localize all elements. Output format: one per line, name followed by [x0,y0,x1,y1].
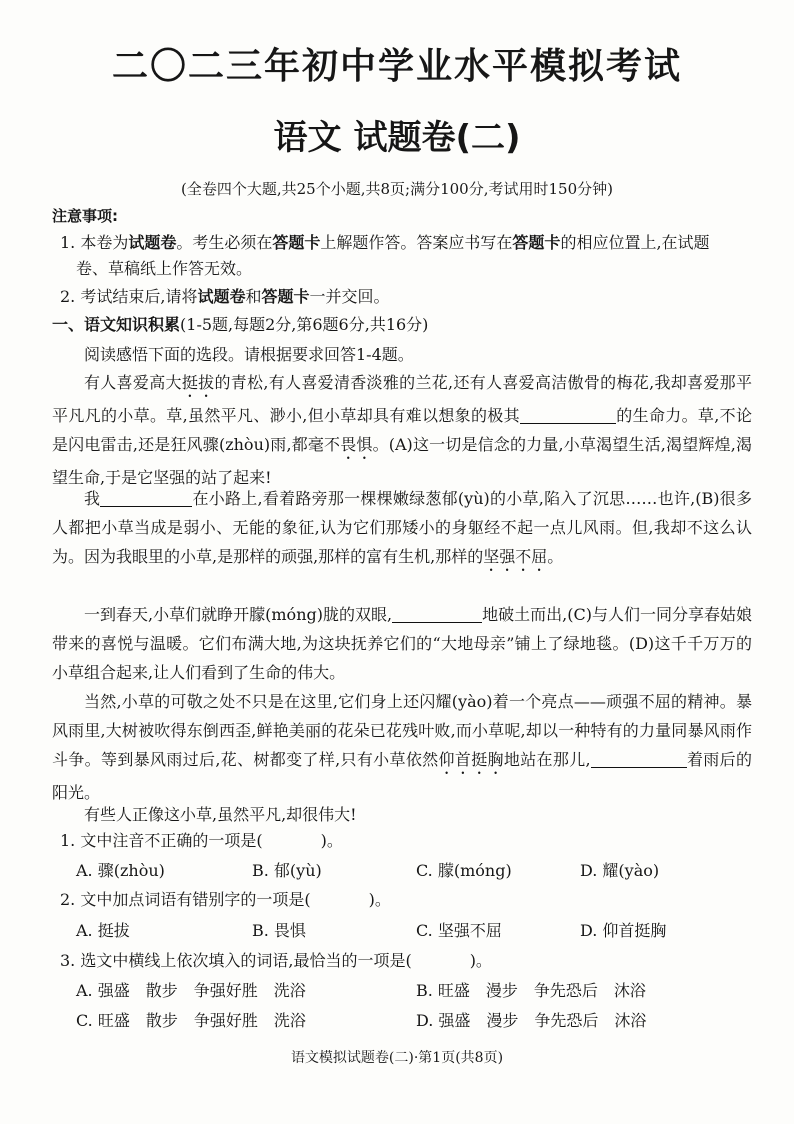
blank-3 [392,606,482,623]
note-1-cont: 卷、草稿纸上作答无效。 [76,259,253,278]
exam-title: 二〇二三年初中学业水平模拟考试 [111,46,682,87]
q3-option-c[interactable]: C. 旺盛 散步 争强好胜 洗浴 [76,1011,306,1030]
q2-option-c[interactable]: C. 坚强不屈 [416,921,502,940]
blank-2 [100,490,192,507]
dotted-word-4: 仰首挺胸 [438,750,504,769]
dotted-word-2: 畏惧 [340,435,373,454]
paper-label: 试题卷(二) [353,118,521,158]
question-2: 2. 文中加点词语有错别字的一项是( )。 [60,890,391,909]
blank-4 [591,751,687,768]
question-3-options-row1 [76,978,756,1002]
dotted-word-1: 挺拔 [181,373,215,392]
q2-option-b[interactable]: B. 畏惧 [252,921,306,940]
q1-option-c[interactable]: C. 朦(móng) [416,861,512,880]
passage-paragraph-1: 有人喜爱高大挺拔的青松,有人喜爱清香淡雅的兰花,还有人喜爱高洁傲骨的梅花,我却喜爱那平平凡凡的小草。草,虽然平凡、渺小,但小草却具有难以想象的极其 的生命力。草,不论是闪电雷击,还是狂风骤(zhòu)雨,都毫不畏惧。(A)这一切是信念的力量,小草渴望生活,渴望辉煌,渴望生命,于是它坚强的站了起来! [52,373,752,487]
passage-paragraph-3: 一到春天,小草们就睁开朦(móng)胧的双眼, 地破土而出,(C)与人们一同分享春姑娘带来的喜悦与温暖。它们布满大地,为这块抚养它们的“大地母亲”铺上了绿地毯。(D)这千千万万的小草组合起来,让人们看到了生命的伟大。 [52,605,752,682]
question-2-options [76,918,756,942]
q1-option-b[interactable]: B. 郁(yù) [252,861,322,880]
question-1: 1. 文中注音不正确的一项是( )。 [60,831,343,850]
passage-paragraph-2: 我 在小路上,看着路旁那一棵棵嫩绿葱郁(yù)的小草,陷入了沉思……也许,(B)很多人都把小草当成是弱小、无能的象征,认为它们那矮小的身躯经不起一点儿风雨。但,我却不这么认为。因为我眼里的小草,是那样的顽强,那样的富有生机,那样的坚强不屈。 [52,489,752,566]
question-3: 3. 选文中横线上依次填入的词语,最恰当的一项是( )。 [60,951,492,970]
paper-title [0,110,794,159]
q2-option-d[interactable]: D. 仰首挺胸 [580,921,667,940]
q1-option-a[interactable]: A. 骤(zhòu) [76,861,165,880]
q3-option-d[interactable]: D. 强盛 漫步 争先恐后 沐浴 [416,1011,647,1030]
passage-paragraph-4: 当然,小草的可敬之处不只是在这里,它们身上还闪耀(yào)着一个亮点——顽强不屈的精神。暴风雨里,大树被吹得东倒西歪,鲜艳美丽的花朵已花残叶败,而小草呢,却以一种特有的力量同暴风雨作斗争。等到暴风雨过后,花、树都变了样,只有小草依然仰首挺胸地站在那儿, 着雨后的阳光。 [52,692,752,802]
question-3-options-row2 [76,1008,756,1032]
q2-option-a[interactable]: A. 挺拔 [76,921,130,940]
section-1-instruction: 阅读感悟下面的选段。请根据要求回答1-4题。 [84,345,414,364]
blank-1 [520,407,616,424]
note-1: 1. 本卷为试题卷。考生必须在答题卡上解题作答。答案应书写在答题卡的相应位置上,在试题 [60,233,710,252]
dotted-word-3: 坚强不屈 [483,547,548,566]
page-footer: 语文模拟试题卷(二)·第1页(共8页) [290,1050,504,1066]
passage-paragraph-5: 有些人正像这小草,虽然平凡,却很伟大! [84,805,357,824]
q3-option-a[interactable]: A. 强盛 散步 争强好胜 洗浴 [76,981,306,1000]
q1-option-d[interactable]: D. 耀(yào) [580,861,660,880]
notes-heading: 注意事项: [52,207,118,225]
subject-label: 语文 [273,118,342,158]
exam-info: (全卷四个大题,共25个小题,共8页;满分100分,考试用时150分钟) [181,180,613,198]
note-2: 2. 考试结束后,请将试题卷和答题卡一并交回。 [60,287,390,306]
section-1-heading: 一、语文知识积累(1-5题,每题2分,第6题6分,共16分) [52,315,429,334]
q3-option-b[interactable]: B. 旺盛 漫步 争先恐后 沐浴 [416,981,646,1000]
question-1-options [76,858,756,882]
